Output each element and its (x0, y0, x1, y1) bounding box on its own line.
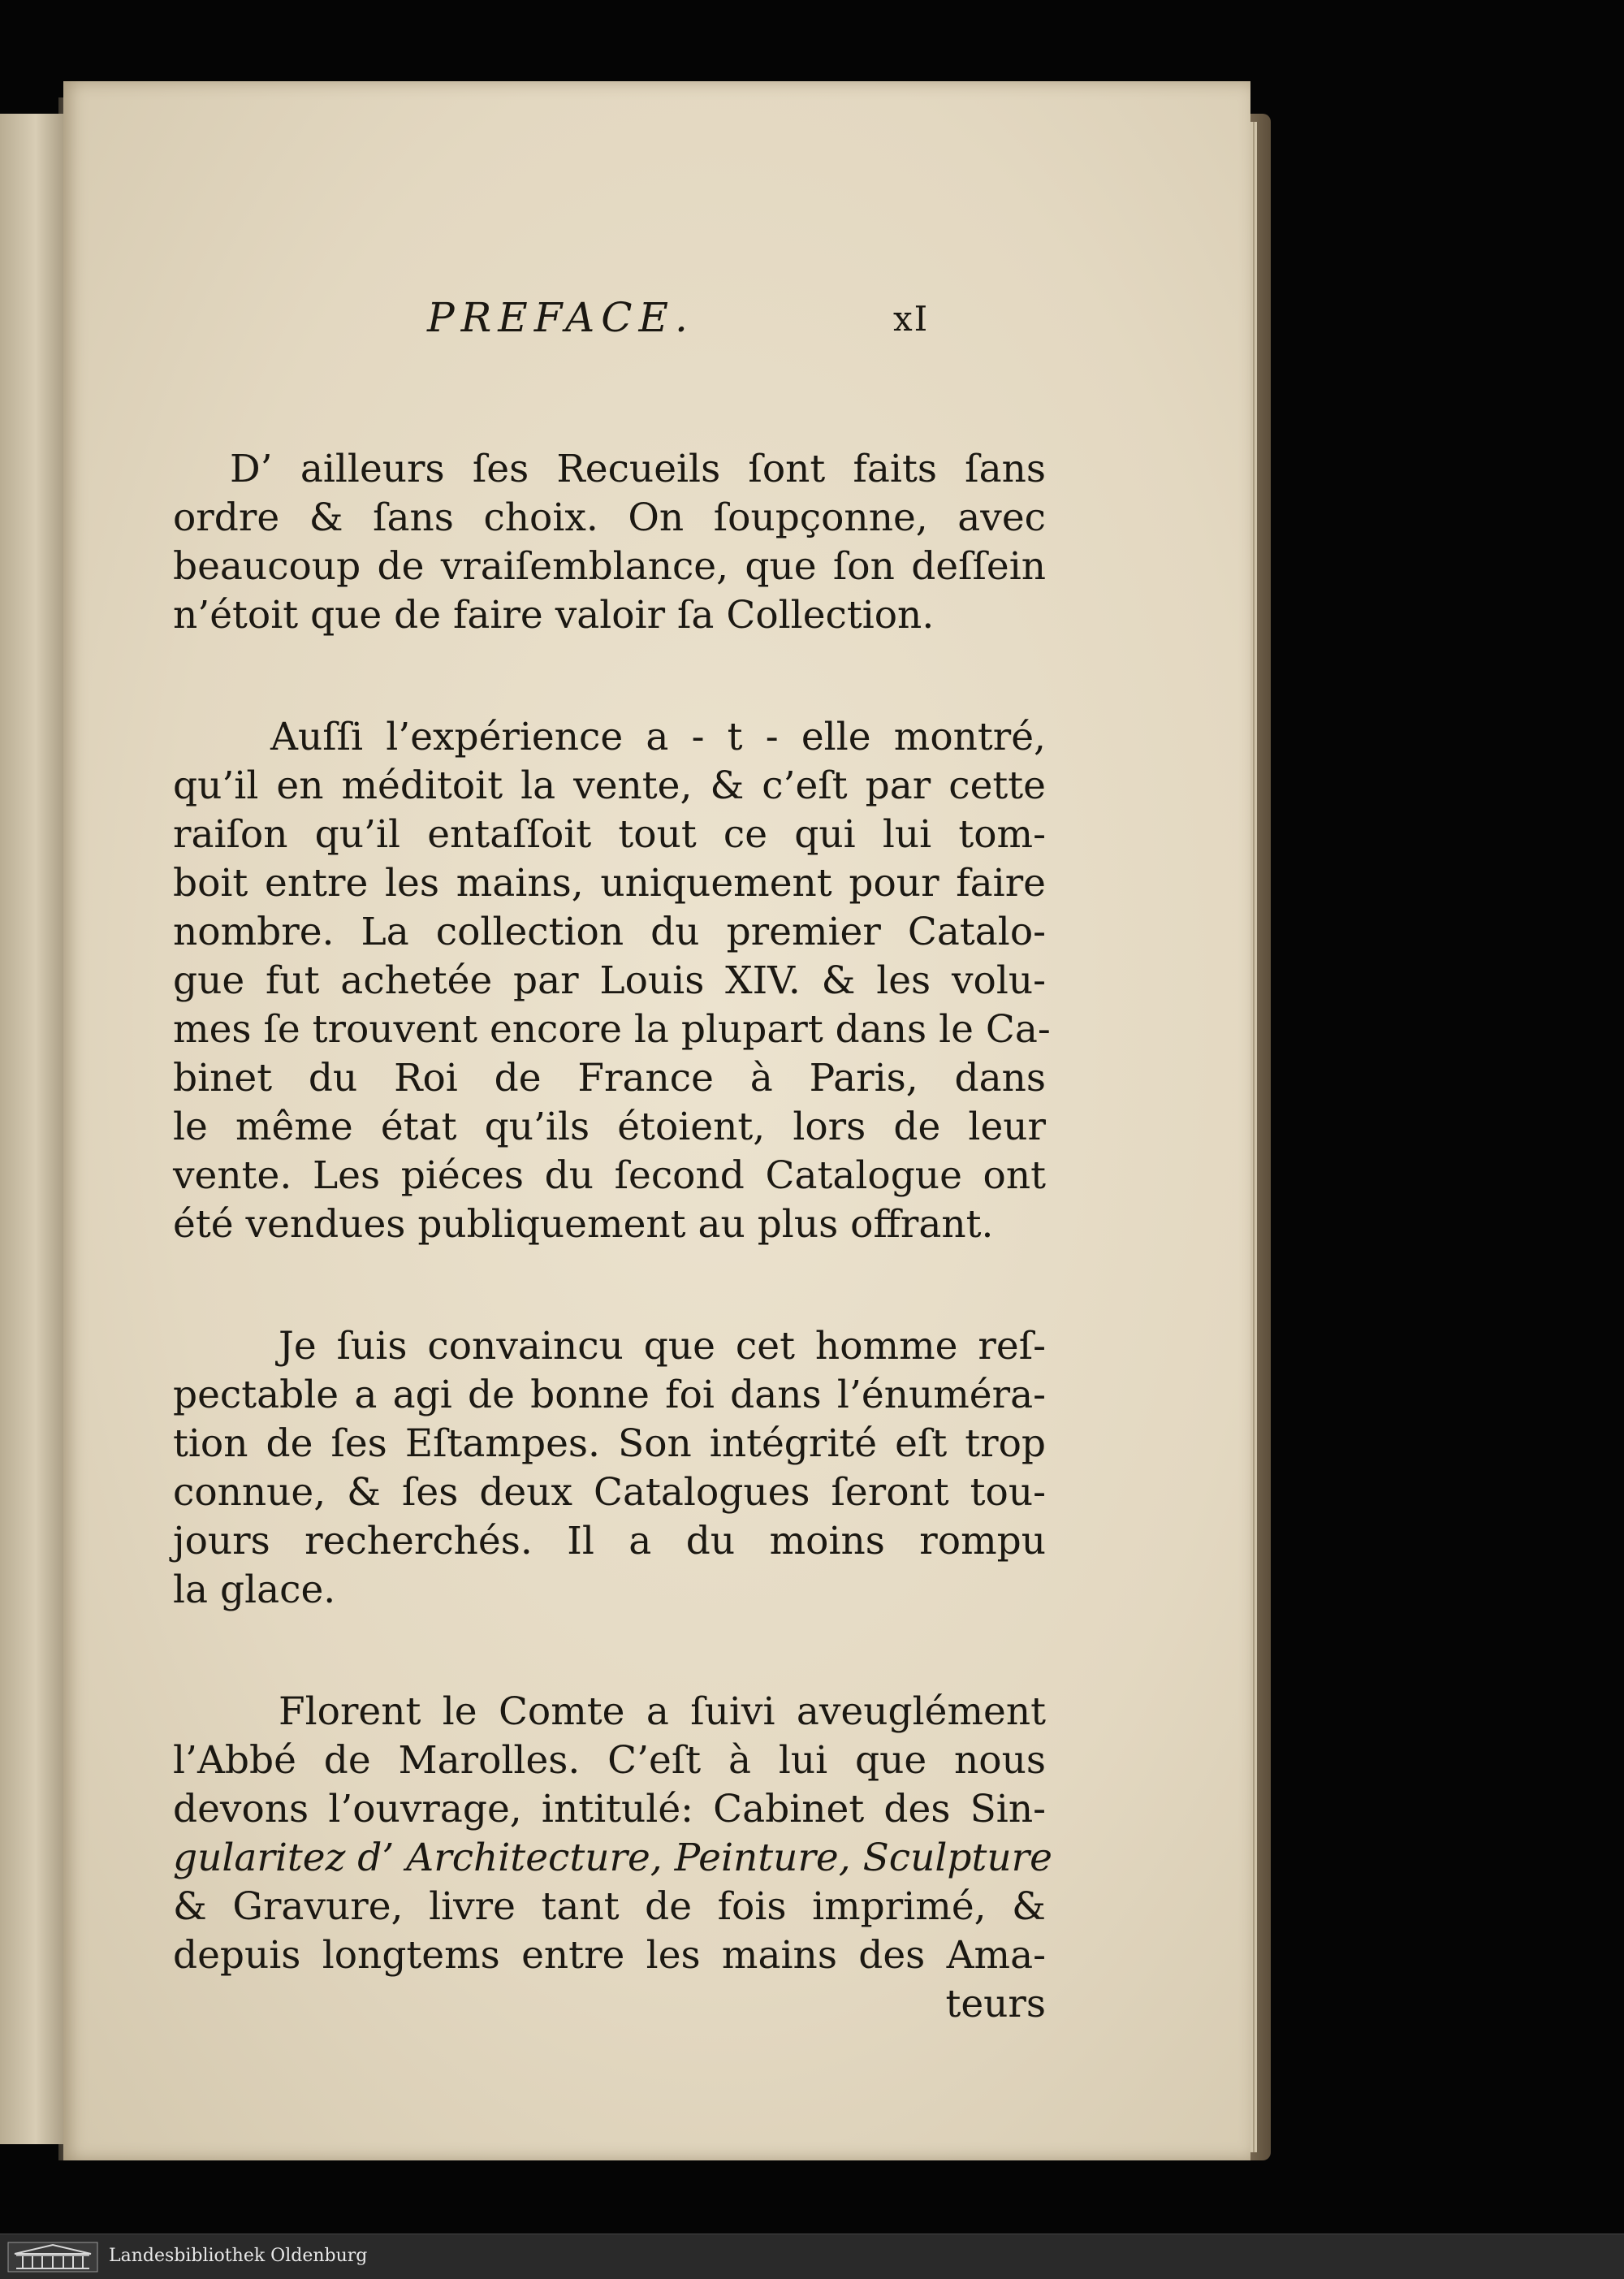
text-line: beaucoup de vraiſemblance, que ſon deſſein (173, 544, 1046, 589)
text-line: été vendues publiquement au plus offrant. (173, 1202, 994, 1247)
text-line: raiſon qu’il entaſſoit tout ce qui lui tom- (173, 812, 1046, 857)
text-line: Je ſuis convaincu que cet homme reſ- (279, 1324, 1046, 1369)
text-line: pectable a agi de bonne foi dans l’énuméra- (173, 1373, 1046, 1417)
text-line: le même état qu’ils étoient, lors de leur (173, 1105, 1046, 1149)
paragraph-1 (173, 445, 1046, 640)
text-line: Auſſi l’expérience a - t - elle montré, (270, 715, 1046, 759)
text-line: mes ſe trouvent encore la plupart dans le Ca- (173, 1007, 1051, 1052)
text-line: & Gravure, livre tant de fois imprimé, & (173, 1884, 1046, 1929)
text-line: nombre. La collection du premier Catalo- (173, 910, 1046, 954)
text-line: boit entre les mains, uniquement pour faire (173, 861, 1046, 906)
recto-page (63, 81, 1250, 2160)
text-line: tion de ſes Eſtampes. Son intégrité eſt trop (173, 1421, 1046, 1466)
text-line: devons l’ouvrage, intitulé: Cabinet des Sin- (173, 1787, 1046, 1831)
text-line: vente. Les piéces du ſecond Catalogue ont (173, 1153, 1046, 1198)
text-line: qu’il en méditoit la vente, & c’eſt par cette (173, 763, 1046, 808)
text-line: binet du Roi de France à Paris, dans (173, 1056, 1046, 1101)
paragraph-4 (173, 1688, 1052, 2029)
running-head (63, 294, 1250, 367)
text-line: n’étoit que de faire valoir ſa Collection. (173, 593, 935, 638)
page-number: xI (893, 299, 930, 339)
catchword: teurs (945, 1982, 1046, 2026)
library-building-icon (6, 2241, 99, 2273)
left-page-edge (0, 114, 67, 2144)
text-line: l’Abbé de Marolles. C’eſt à lui que nous (173, 1738, 1046, 1783)
text-line: la glace. (173, 1568, 336, 1612)
text-line: gularitez d’ Architecture, Peinture, Sculpture (173, 1836, 1052, 1880)
paragraph-3 (173, 1322, 1046, 1615)
footer-bar (0, 2234, 1624, 2279)
text-line: D’ ailleurs ſes Recueils ſont faits ſans (230, 447, 1046, 491)
running-head-title: PREFACE. (427, 294, 694, 341)
text-line: jours recherchés. Il a du moins rompu (173, 1519, 1046, 1563)
text-line: connue, & ſes deux Catalogues ſeront tou- (173, 1470, 1046, 1515)
text-line: ordre & ſans choix. On ſoupçonne, avec (173, 495, 1046, 540)
text-line: gue fut achetée par Louis XIV. & les volu- (173, 958, 1046, 1003)
paragraph-2 (173, 713, 1051, 1249)
text-line: depuis longtems entre les mains des Ama- (173, 1933, 1046, 1978)
body-text (173, 445, 1052, 2029)
library-name: Landesbibliothek Oldenburg (109, 2246, 368, 2266)
text-line: Florent le Comte a ſuivi aveuglément (279, 1689, 1046, 1734)
